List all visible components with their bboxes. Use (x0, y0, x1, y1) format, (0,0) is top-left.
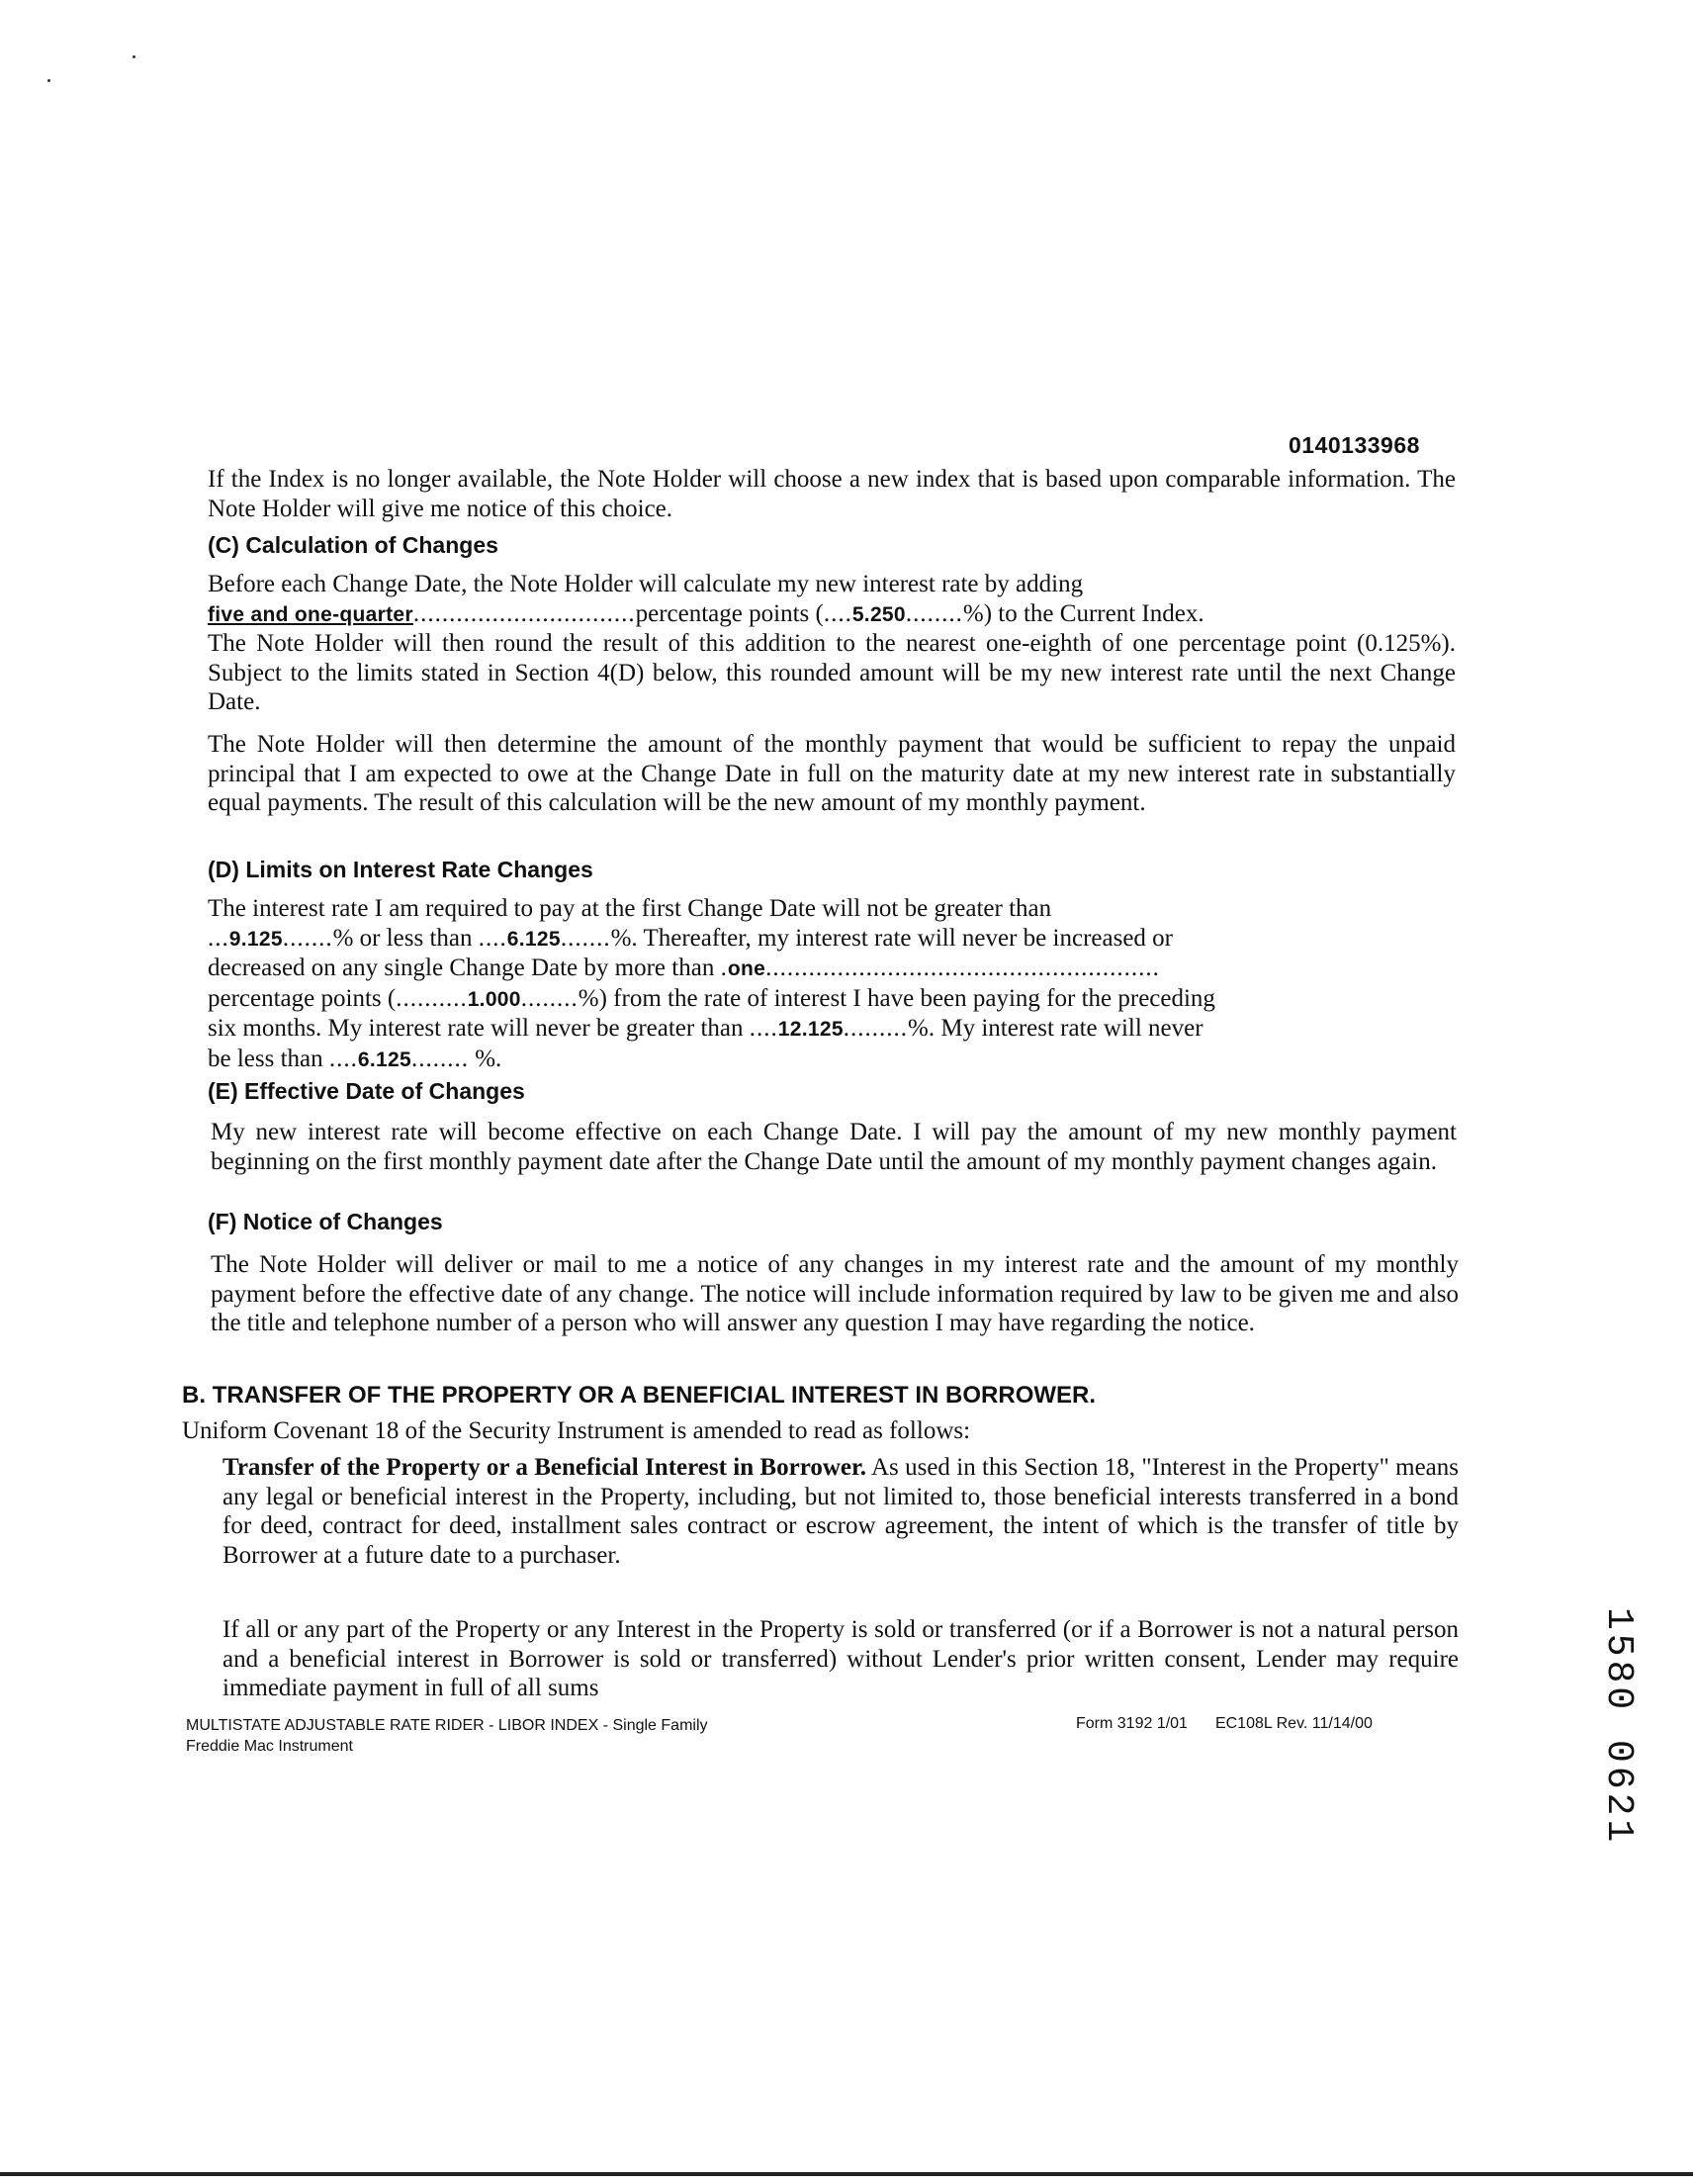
section-d-line-1 (208, 894, 1469, 924)
fill-dots: .... (823, 599, 852, 627)
fill-dots: . (720, 955, 728, 981)
section-f-paragraph (211, 1250, 1459, 1338)
section-c-text: Before each Change Date, the Note Holder will calculate my new interest rate by adding (208, 571, 1084, 597)
fill-dots: ........ (410, 1045, 469, 1072)
fill-dots: .... (328, 1045, 358, 1072)
scan-speck (133, 55, 135, 58)
scan-speck (47, 79, 50, 82)
covenant-definition-text: As used in this Section 18, "Interest in the Property" means any legal or beneficial interest in the Property, including, but not limited to, those beneficial interests transferred in a bond for deed, contract for deed, installment sales contract or escrow agreement, the intent of which is the transfer of title by Borrower at a future date to a purchaser. (223, 1454, 1460, 1569)
section-d-text: percentage points ( (208, 984, 397, 1012)
section-c-line-2 (208, 599, 1456, 630)
footer-form: Form 3192 1/01 (1076, 1715, 1188, 1732)
periodic-cap-percent-field: 1.000 (467, 987, 521, 1011)
side-stamp-number: 1580 0621 (1597, 1607, 1640, 1847)
section-c-line-1 (208, 570, 1456, 599)
section-b-intro-text: Uniform Covenant 18 of the Security Instrument is amended to read as follows: (182, 1417, 971, 1444)
intro-text: If the Index is no longer available, the Note Holder will choose a new index that is based upon comparable information. The Note Holder will give me notice of this choice. (208, 466, 1456, 522)
section-e-text: My new interest rate will become effective on each Change Date. I will pay the amount of my new monthly payment beginning on the first monthly payment date after the Change Date until the amount of my monthly payment changes again. (211, 1119, 1457, 1175)
fill-dots: .... (478, 924, 507, 952)
section-d-line-3 (208, 954, 1469, 984)
footer-line-1: MULTISTATE ADJUSTABLE RATE RIDER - LIBOR INDEX - Single Family (186, 1717, 708, 1734)
section-d-text: decreased on any single Change Date by more than (208, 955, 715, 981)
section-b-paragraph-1 (223, 1453, 1459, 1570)
section-d-text: %. (475, 1045, 502, 1072)
loan-number: 0140133968 (1289, 432, 1420, 458)
min-first-rate-field: 6.125 (506, 927, 561, 951)
section-b-paragraph-2 (223, 1615, 1459, 1703)
periodic-cap-words-field: one (727, 957, 766, 980)
section-d-line-2 (208, 924, 1469, 955)
section-d-text: %. Thereafter, my interest rate will never be increased or (610, 924, 1173, 952)
section-f-text: The Note Holder will deliver or mail to me a notice of any changes in my interest rate and the amount of my monthly payment before the effective date of any change. The notice will include information required by law to be given me and also the title and telephone number of a person who will answer any question I may have regarding the notice. (211, 1251, 1459, 1336)
section-c-payment-text: The Note Holder will then determine the amount of the monthly payment that would be sufficient to repay the unpaid principal that I am expected to owe at the Change Date in full on the maturity date at my new interest rate in substantially equal payments. The result of this calculation will be the new amount of my monthly payment. (208, 731, 1456, 816)
max-first-rate-field: 9.125 (228, 927, 283, 951)
intro-paragraph (208, 465, 1456, 523)
lifetime-max-rate-field: 12.125 (777, 1018, 844, 1041)
section-d-text: The interest rate I am required to pay at the first Change Date will not be greater than (208, 895, 1052, 922)
section-b-intro (182, 1416, 1458, 1446)
lifetime-min-rate-field: 6.125 (357, 1047, 411, 1071)
fill-dots: ....................................................... (765, 955, 1160, 981)
section-b-definition (223, 1453, 1459, 1570)
section-b-transfer-text: If all or any part of the Property or any Interest in the Property is sold or transferred (or if a Borrower is not a natural person and a beneficial interest in Borrower is sold or transferred) without Lender's prior written consent, Lender may require immediate payment in full of all sums (223, 1616, 1459, 1701)
section-e-paragraph (211, 1118, 1457, 1176)
section-c-rounding-text: The Note Holder will then round the result of this addition to the nearest one-eighth of one percentage point (0.125%). Subject to the limits stated in Section 4(D) below, this rounded amount will be my new interest rate until the next Change Date. (208, 630, 1456, 715)
section-c-paragraph-1 (208, 570, 1456, 717)
margin-percent-field: 5.250 (851, 602, 906, 626)
footer-form-number (1076, 1715, 1400, 1733)
covenant-title: Transfer of the Property or a Beneficial Interest in Borrower. (223, 1454, 867, 1481)
fill-dots: .... (749, 1015, 778, 1042)
section-d-text: be less than (208, 1045, 323, 1072)
section-d-heading: (D) Limits on Interest Rate Changes (208, 857, 593, 882)
section-b-heading: B. TRANSFER OF THE PROPERTY OR A BENEFICIAL INTEREST IN BORROWER. (182, 1382, 1097, 1409)
fill-dots: ............................... (412, 599, 636, 627)
section-d-text: six months. My interest rate will never be greater than (208, 1015, 744, 1042)
fill-dots: ... (208, 924, 229, 952)
section-c-text: percentage points ( (635, 599, 824, 627)
section-d-paragraph (208, 894, 1469, 1074)
fill-dots: ........ (520, 984, 579, 1012)
section-d-text: %) from the rate of interest I have been paying for the preceding (578, 984, 1215, 1012)
page-bottom-edge (0, 2172, 1693, 2176)
fill-dots: ........ (905, 599, 963, 627)
margin-words-field: five and one-quarter (208, 602, 413, 626)
fill-dots: ....... (560, 924, 611, 952)
footer-revision: EC108L Rev. 11/14/00 (1214, 1715, 1373, 1732)
section-c-heading: (C) Calculation of Changes (208, 532, 498, 558)
section-d-text: %. My interest rate will never (908, 1015, 1203, 1042)
section-d-line-6 (208, 1045, 1469, 1075)
fill-dots: ....... (282, 924, 333, 952)
fill-dots: ......... (843, 1015, 909, 1042)
section-d-text: % or less than (332, 924, 473, 952)
section-d-line-5 (208, 1014, 1469, 1045)
section-c-paragraph-2 (208, 730, 1456, 818)
footer-line-2: Freddie Mac Instrument (186, 1738, 353, 1755)
section-d-line-4 (208, 984, 1469, 1015)
section-e-heading: (E) Effective Date of Changes (208, 1078, 525, 1104)
section-f-heading: (F) Notice of Changes (208, 1209, 443, 1234)
section-c-text: %) to the Current Index. (962, 599, 1204, 627)
fill-dots: .......... (396, 984, 468, 1012)
footer-form-title (186, 1715, 708, 1757)
